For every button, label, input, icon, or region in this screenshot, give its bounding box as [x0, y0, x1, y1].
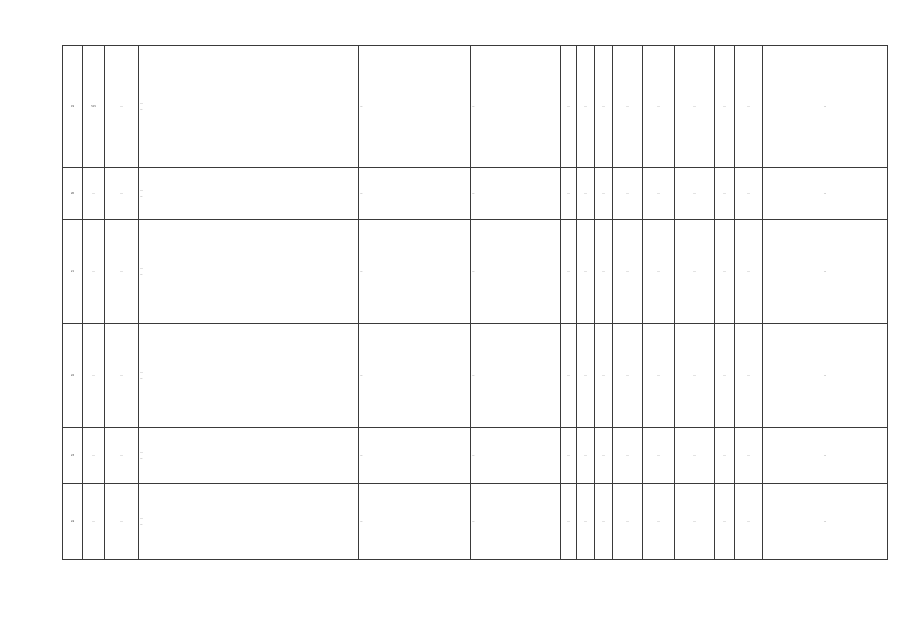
route-streets: ...	[471, 46, 561, 168]
route-tariff: ...	[643, 428, 675, 484]
route-description	[139, 168, 359, 220]
route-reg-number: ...	[83, 324, 105, 428]
route-carrier: ...	[763, 324, 888, 428]
route-vehicle-count: ...	[715, 484, 735, 560]
route-date: ...	[735, 428, 763, 484]
row-number: 20	[63, 168, 83, 220]
route-reg-number: ...	[83, 428, 105, 484]
route-length: ...	[561, 46, 577, 168]
route-direction-heading: ...	[140, 188, 143, 193]
route-value-2: ...	[595, 324, 613, 428]
route-vehicle-count: ...	[715, 428, 735, 484]
table-row	[63, 220, 888, 324]
route-length: ...	[561, 324, 577, 428]
row-number: 24	[63, 484, 83, 560]
route-description	[139, 324, 359, 428]
row-number: 19	[63, 46, 83, 168]
route-description	[139, 220, 359, 324]
route-streets: ...	[471, 168, 561, 220]
route-stops: ...	[359, 324, 471, 428]
route-length: ...	[561, 168, 577, 220]
route-value-1: ...	[577, 324, 595, 428]
route-value-1: ...	[577, 484, 595, 560]
route-text: ...	[140, 194, 143, 198]
route-stops: ...	[359, 46, 471, 168]
route-vehicle: ...	[675, 484, 715, 560]
route-stops: ...	[359, 428, 471, 484]
route-length: ...	[561, 220, 577, 324]
route-value-1: ...	[577, 428, 595, 484]
route-reg-number: 515	[83, 46, 105, 168]
route-value-2: ...	[595, 428, 613, 484]
route-tariff: ...	[643, 46, 675, 168]
route-text: ...	[140, 272, 143, 276]
route-reg-number: ...	[83, 168, 105, 220]
table-row	[63, 428, 888, 484]
table-row	[63, 484, 888, 560]
route-order: ...	[613, 484, 643, 560]
route-value-2: ...	[595, 168, 613, 220]
route-order: ...	[613, 168, 643, 220]
route-description	[139, 428, 359, 484]
route-direction-heading: ...	[140, 266, 143, 271]
row-number: 22	[63, 324, 83, 428]
route-name: ...	[105, 168, 139, 220]
route-registry-table	[62, 45, 888, 560]
route-date: ...	[735, 324, 763, 428]
route-stops: ...	[359, 168, 471, 220]
route-date: ...	[735, 46, 763, 168]
table-row	[63, 324, 888, 428]
route-tariff: ...	[643, 220, 675, 324]
route-direction-heading: ...	[140, 450, 143, 455]
route-name: ...	[105, 428, 139, 484]
route-vehicle-count: ...	[715, 324, 735, 428]
route-text: ...	[140, 376, 143, 380]
route-name: ...	[105, 324, 139, 428]
table-row	[63, 168, 888, 220]
route-date: ...	[735, 168, 763, 220]
route-tariff: ...	[643, 484, 675, 560]
route-length: ...	[561, 428, 577, 484]
route-streets: ...	[471, 428, 561, 484]
route-direction-heading: ...	[140, 516, 143, 521]
route-value-1: ...	[577, 46, 595, 168]
route-reg-number: ...	[83, 484, 105, 560]
route-vehicle: ...	[675, 168, 715, 220]
route-name: ...	[105, 484, 139, 560]
route-length: ...	[561, 484, 577, 560]
route-vehicle-count: ...	[715, 168, 735, 220]
route-text: ...	[140, 107, 143, 111]
route-order: ...	[613, 46, 643, 168]
route-name: ...	[105, 46, 139, 168]
route-description	[139, 484, 359, 560]
route-description	[139, 46, 359, 168]
route-streets: ...	[471, 220, 561, 324]
route-carrier: ...	[763, 484, 888, 560]
route-order: ...	[613, 324, 643, 428]
route-vehicle-count: ...	[715, 46, 735, 168]
route-order: ...	[613, 428, 643, 484]
route-vehicle: ...	[675, 428, 715, 484]
route-vehicle: ...	[675, 324, 715, 428]
route-streets: ...	[471, 324, 561, 428]
route-vehicle-count: ...	[715, 220, 735, 324]
route-tariff: ...	[643, 324, 675, 428]
route-value-2: ...	[595, 484, 613, 560]
route-order: ...	[613, 220, 643, 324]
route-vehicle: ...	[675, 46, 715, 168]
route-carrier: ...	[763, 46, 888, 168]
route-value-1: ...	[577, 168, 595, 220]
route-name: ...	[105, 220, 139, 324]
table-row	[63, 46, 888, 168]
row-number: 21	[63, 220, 83, 324]
row-number: 23	[63, 428, 83, 484]
route-date: ...	[735, 484, 763, 560]
route-carrier: ...	[763, 220, 888, 324]
route-carrier: ...	[763, 168, 888, 220]
route-text: ...	[140, 522, 143, 526]
route-stops: ...	[359, 220, 471, 324]
route-carrier: ...	[763, 428, 888, 484]
route-direction-heading: ...	[140, 370, 143, 375]
route-direction-heading: ...	[140, 101, 143, 106]
route-value-2: ...	[595, 46, 613, 168]
route-reg-number: ...	[83, 220, 105, 324]
route-vehicle: ...	[675, 220, 715, 324]
route-streets: ...	[471, 484, 561, 560]
route-value-1: ...	[577, 220, 595, 324]
route-value-2: ...	[595, 220, 613, 324]
route-stops: ...	[359, 484, 471, 560]
route-date: ...	[735, 220, 763, 324]
route-text: ...	[140, 456, 143, 460]
route-tariff: ...	[643, 168, 675, 220]
